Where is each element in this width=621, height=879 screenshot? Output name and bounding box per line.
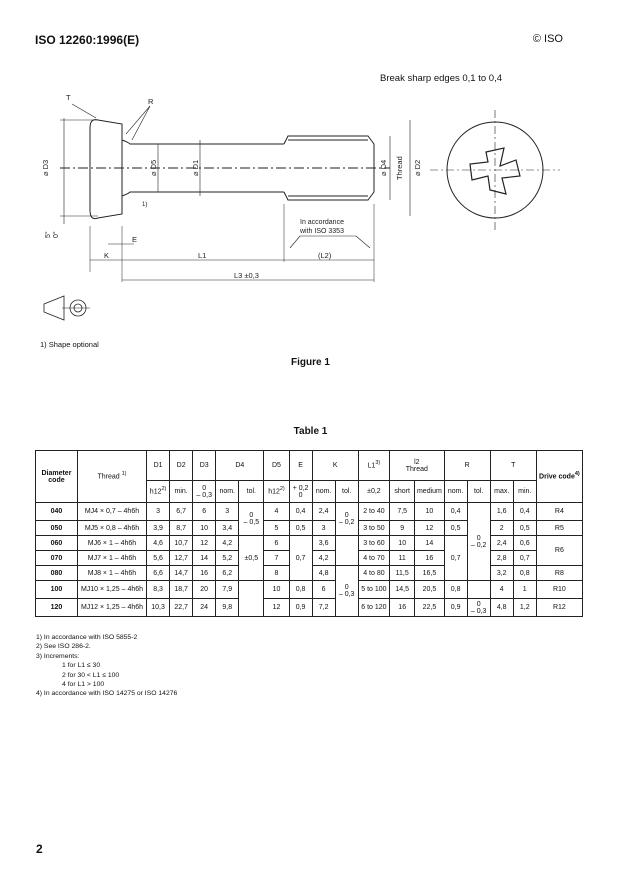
table-row: 120 MJ12 × 1,25 – 4h6h 10,3 22,7 24 9,8 12 0,9 7,2 6 to 120 16 22,5 0,9 0 – 0,3 4,8 1,2 R12 (36, 599, 583, 617)
label-D4: ⌀ D4 (379, 159, 388, 176)
label-E: E (132, 235, 138, 244)
col-d4: D4 (216, 451, 264, 481)
note-1: 1) In accordance with ISO 5855-2 (36, 634, 138, 641)
col-d5: D5 (264, 451, 289, 481)
col-k: K (312, 451, 358, 481)
dimensions-table: Diameter code Thread $^{1)}$ D1 D2 D3 D4 D5 E K L1$^{3)}$ l2 Thread R T Drive code$^{4)}$ h12$^{2)}$ min. 0 – 0,3 nom. tol. h12$^{2)}$ + 0,2 0 nom. tol. ±0,2 short medium nom. tol. max. min. 040 MJ4 × 0,7 – 4h6h 3 6,7 6 3 0 – 0,5 4 0,4 2,4 0 – 0,2 2 to 40 7,5 10 0,4 0 – 0,2 1,6 0,4 R4 050 MJ5 × 0,8 – 4h6h 3,9 8,7 10 3,4 5 0,5 3 3 to 50 9 12 0,5 2 0,5 R5 060 MJ6 × 1 – 4h6h 4,6 10,7 12 4,2 ±0,5 6 0,7 3,6 3 to 60 10 14 0,7 2,4 0,6 R6 070 MJ7 × 1 – 4h6h 5,6 12,7 14 5,2 7 4,2 4 to 70 11 16 2,8 0,7 080 MJ8 × 1 – 4h6h 6,6 14,7 16 6,2 8 4,8 0 – 0,3 4 to 80 11,5 16,5 3,2 0,8 R8 100 MJ10 × 1,25 – 4h6h 8,3 18,7 20 7,9 10 0,8 6 5 to 100 14,5 20,5 0,8 4 1 R10 120 MJ12 × 1,25 – 4h6h 10,3 22,7 24 9,8 12 0,9 7,2 6 to 120 16 22,5 0,9 0 – 0,3 4,8 1,2 R12 (35, 450, 583, 617)
note-3c: 4 for L1 > 100 (62, 681, 105, 689)
label-L1: L1 (198, 251, 207, 260)
label-D1: ⌀ D1 (191, 159, 200, 176)
note-3: 3) Increments: (36, 652, 80, 660)
figure-footnote: 1) Shape optional (40, 340, 99, 349)
label-T: T (66, 93, 71, 102)
label-angle: 5° (45, 231, 52, 238)
label-L3: L3 ±0,3 (234, 271, 259, 280)
label-R: R (148, 97, 154, 106)
note-3b: 2 for 30 < L1 ≤ 100 (62, 671, 120, 679)
table-row: 080 MJ8 × 1 – 4h6h 6,6 14,7 16 6,2 8 4,8 0 – 0,3 4 to 80 11,5 16,5 3,2 0,8 R8 (36, 566, 583, 581)
copyright-mark: © ISO (532, 33, 563, 45)
page-number: 2 (36, 842, 43, 856)
accordance-line2: with ISO 3353 (300, 228, 344, 235)
bolt-drawing (0, 0, 621, 350)
col-l1: L1$^{3)}$ (358, 451, 389, 481)
shank-top (122, 140, 284, 144)
table-row: 100 MJ10 × 1,25 – 4h6h 8,3 18,7 20 7,9 10 0,8 6 5 to 100 14,5 20,5 0,8 4 1 R10 (36, 581, 583, 599)
edge-note: Break sharp edges 0,1 to 0,4 (380, 73, 502, 84)
note-mark: 1) (142, 202, 148, 208)
label-K: K (104, 251, 110, 260)
col-e: E (289, 451, 312, 481)
col-r: R (444, 451, 490, 481)
col-diameter-code: Diameter code (36, 451, 78, 503)
table-row: 060 MJ6 × 1 – 4h6h 4,6 10,7 12 4,2 ±0,5 6 0,7 3,6 3 to 60 10 14 0,7 2,4 0,6 R6 (36, 536, 583, 551)
label-D5: ⌀ D5 (149, 159, 158, 176)
col-thread: Thread $^{1)}$ (77, 451, 146, 503)
note-4: 4) In accordance with ISO 14275 or ISO 14276 (36, 690, 178, 698)
table-caption: Table 1 (293, 426, 328, 437)
col-l2: l2 Thread (390, 451, 444, 481)
shank-bottom (122, 192, 284, 196)
accordance-line1: In accordance (300, 219, 344, 226)
table-notes (36, 633, 177, 699)
label-thread: Thread (395, 156, 404, 180)
label-D2: ⌀ D2 (413, 159, 422, 176)
col-d2: D2 (170, 451, 193, 481)
col-drive: Drive code$^{4)}$ (536, 451, 582, 503)
document-id: ISO 12260:1996(E) (35, 33, 140, 47)
col-d3: D3 (193, 451, 216, 481)
note-2: 2) See ISO 286-2. (36, 643, 91, 651)
table-row: 070 MJ7 × 1 – 4h6h 5,6 12,7 14 5,2 7 4,2 4 to 70 11 16 2,8 0,7 (36, 551, 583, 566)
col-d1: D1 (147, 451, 170, 481)
table-row: 040 MJ4 × 0,7 – 4h6h 3 6,7 6 3 0 – 0,5 4 0,4 2,4 0 – 0,2 2 to 40 7,5 10 0,4 0 – 0,2 1,6 0,4 R4 (36, 503, 583, 521)
figure-caption: Figure 1 (291, 357, 330, 368)
label-L2: (L2) (318, 251, 332, 260)
label-angle0: 0° (53, 231, 60, 238)
note-3a: 1 for L1 ≤ 30 (62, 662, 101, 670)
table-row: 050 MJ5 × 0,8 – 4h6h 3,9 8,7 10 3,4 5 0,5 3 3 to 50 9 12 0,5 2 0,5 R5 (36, 521, 583, 536)
bolt-head (90, 120, 122, 219)
label-D3: ⌀ D3 (41, 159, 50, 176)
col-t: T (490, 451, 536, 481)
